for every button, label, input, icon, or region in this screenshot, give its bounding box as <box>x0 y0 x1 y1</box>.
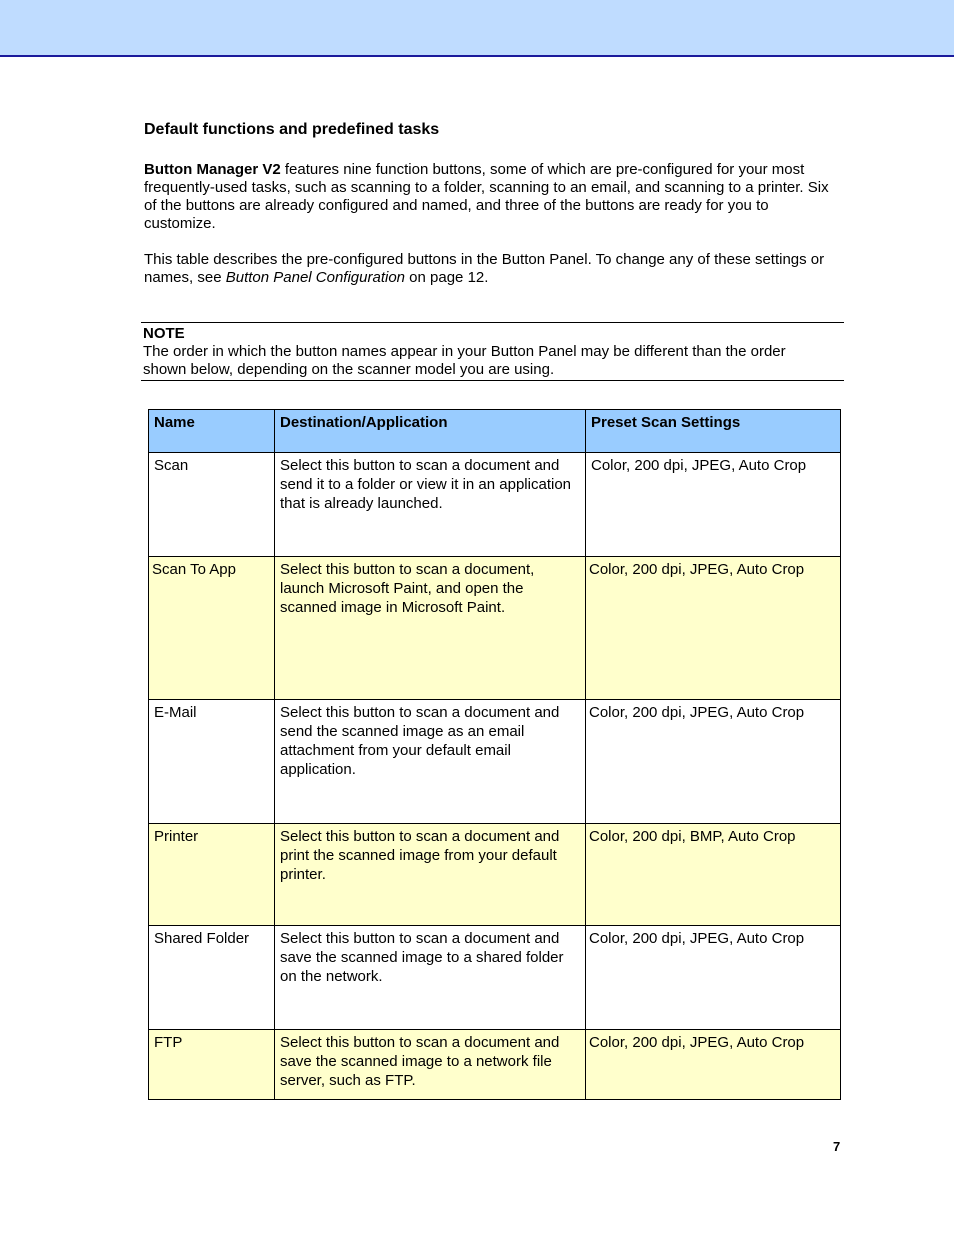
preset-buttons-table <box>148 409 841 1100</box>
row-name: Scan <box>149 453 275 557</box>
table-row <box>149 700 841 824</box>
row-name: E-Mail <box>149 700 275 824</box>
intro-paragraph <box>144 161 844 233</box>
intro-text: features nine function buttons, some of which are pre-configured for your most frequently-used tasks, such as scanning to a folder, scanning to an email, and scanning to a printer. Six of the buttons are already configured and named, and three of the buttons are ready for you to customize. <box>144 161 829 232</box>
table-intro-before: This table describes the pre-configured buttons in the Button Panel. To change any of these settings or names, see <box>144 251 825 286</box>
header-name: Name <box>149 410 275 453</box>
table-intro-after: on page 12. <box>405 269 489 286</box>
row-destination: Select this button to scan a document, launch Microsoft Paint, and open the scanned image in Microsoft Paint. <box>275 557 586 700</box>
row-settings: Color, 200 dpi, BMP, Auto Crop <box>586 824 841 926</box>
row-name: Shared Folder <box>149 926 275 1030</box>
cross-reference-link: Button Panel Configuration <box>225 269 406 286</box>
table-row <box>149 824 841 926</box>
table-row <box>149 557 841 700</box>
table-row <box>149 453 841 557</box>
table-intro-paragraph <box>144 251 844 287</box>
note-box <box>141 322 844 381</box>
row-destination: Select this button to scan a document and save the scanned image to a network file server, such as FTP. <box>275 1030 586 1100</box>
row-destination: Select this button to scan a document and save the scanned image to a shared folder on the network. <box>275 926 586 1030</box>
note-text: The order in which the button names appear in your Button Panel may be different than the order shown below, depending on the scanner model you are using. <box>143 343 786 378</box>
note-label: NOTE <box>143 325 185 342</box>
product-name: Button Manager V2 <box>144 161 281 178</box>
row-settings: Color, 200 dpi, JPEG, Auto Crop <box>586 1030 841 1100</box>
row-settings: Color, 200 dpi, JPEG, Auto Crop <box>586 926 841 1030</box>
row-name: FTP <box>149 1030 275 1100</box>
row-name: Scan To App <box>149 557 275 700</box>
row-destination: Select this button to scan a document and send it to a folder or view it in an application that is already launched. <box>275 453 586 557</box>
header-settings: Preset Scan Settings <box>586 410 841 453</box>
table-header-row <box>149 410 841 453</box>
section-heading: Default functions and predefined tasks <box>144 121 440 138</box>
page-number: 7 <box>833 1139 841 1154</box>
row-destination: Select this button to scan a document and print the scanned image from your default printer. <box>275 824 586 926</box>
page-header-band <box>0 0 954 57</box>
row-settings: Color, 200 dpi, JPEG, Auto Crop <box>586 453 841 557</box>
row-settings: Color, 200 dpi, JPEG, Auto Crop <box>586 700 841 824</box>
row-settings: Color, 200 dpi, JPEG, Auto Crop <box>586 557 841 700</box>
table-row <box>149 1030 841 1100</box>
header-destination: Destination/Application <box>275 410 586 453</box>
row-destination: Select this button to scan a document and send the scanned image as an email attachment from your default email application. <box>275 700 586 824</box>
row-name: Printer <box>149 824 275 926</box>
table-row <box>149 926 841 1030</box>
